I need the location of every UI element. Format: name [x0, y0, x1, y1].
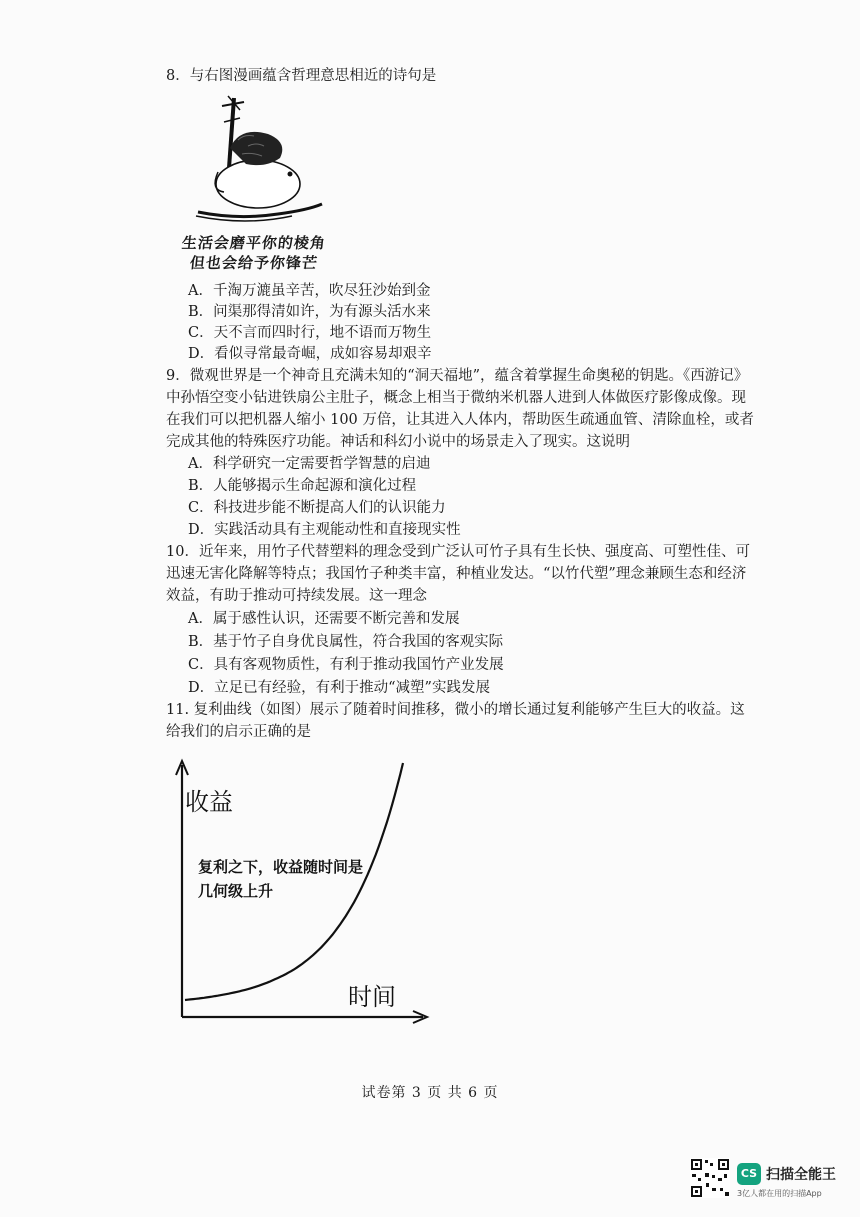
- q11-line-2: 给我们的启示正确的是: [166, 724, 311, 740]
- q9-line-3: 在我们可以把机器人缩小 100 万倍，让其进入人体内，帮助医生疏通血管、清除血栓，或者: [166, 412, 754, 428]
- q8-option-d: D．看似寻常最奇崛，成如容易却艰辛: [188, 346, 432, 362]
- q9-option-a: A．科学研究一定需要哲学智慧的启迪: [188, 456, 431, 472]
- q10-line-3: 效益，有助于推动可持续发展。这一理念: [166, 588, 427, 604]
- q8-option-a: A．千淘万漉虽辛苦，吹尽狂沙始到金: [188, 283, 431, 299]
- q9-option-d: D．实践活动具有主观能动性和直接现实性: [188, 522, 461, 538]
- q8-stem: 8．与右图漫画蕴含哲理意思相近的诗句是: [166, 68, 437, 84]
- q10-line-1: 10．近年来，用竹子代替塑料的理念受到广泛认可竹子具有生长快、强度高、可塑性佳、可: [166, 544, 750, 560]
- scanner-badge: [690, 1158, 850, 1208]
- q10-option-c: C．具有客观物质性，有利于推动我国竹产业发展: [188, 657, 504, 673]
- q9-option-c: C．科技进步能不断提高人们的认识能力: [188, 500, 446, 516]
- scanner-app-name: 扫描全能王: [766, 1167, 836, 1183]
- scanner-tagline: 3亿人都在用的扫描App: [737, 1189, 822, 1198]
- y-axis-label: 收益: [185, 788, 233, 816]
- q8-option-c: C．天不言而四时行，地不语而万物生: [188, 325, 432, 341]
- q9-line-1: 9．微观世界是一个神奇且充满未知的“洞天福地”，蕴含着掌握生命奥秘的钥匙。《西游记》: [166, 368, 749, 384]
- x-axis-label: 时间: [348, 983, 396, 1011]
- q11-line-1: 11. 复利曲线（如图）展示了随着时间推移，微小的增长通过复利能够产生巨大的收益。这: [166, 702, 745, 718]
- cartoon-caption-1: 生活会磨平你的棱角: [181, 234, 327, 252]
- q10-option-d: D．立足已有经验，有利于推动“减塑”实践发展: [188, 680, 490, 696]
- cartoon-caption-2: 但也会给予你锋芒: [189, 254, 319, 272]
- chart-annotation-2: 几何级上升: [198, 882, 274, 900]
- q9-line-4: 完成其他的特殊医疗功能。神话和科幻小说中的场景走入了现实。这说明: [166, 434, 630, 450]
- page-footer: 试卷第 3 页 共 6 页: [361, 1085, 499, 1101]
- q8-option-b: B．问渠那得清如许，为有源头活水来: [188, 304, 431, 320]
- scanner-logo-icon: CS: [737, 1163, 761, 1185]
- q10-option-b: B．基于竹子自身优良属性，符合我国的客观实际: [188, 634, 504, 650]
- q10-line-2: 迅速无害化降解等特点；我国竹子种类丰富，种植业发达。“以竹代塑”理念兼顾生态和经济: [166, 566, 747, 582]
- q9-line-2: 中孙悟空变小钻进铁扇公主肚子，概念上相当于微纳米机器人进到人体做医疗影像成像。现: [166, 390, 746, 406]
- compound-interest-chart: [165, 755, 440, 1030]
- qr-code-icon: [690, 1158, 730, 1198]
- q10-option-a: A．属于感性认识，还需要不断完善和发展: [188, 611, 460, 627]
- blob-character-icon: [196, 132, 322, 221]
- chart-annotation-1: 复利之下，收益随时间是: [198, 858, 364, 876]
- q9-option-b: B．人能够揭示生命起源和演化过程: [188, 478, 417, 494]
